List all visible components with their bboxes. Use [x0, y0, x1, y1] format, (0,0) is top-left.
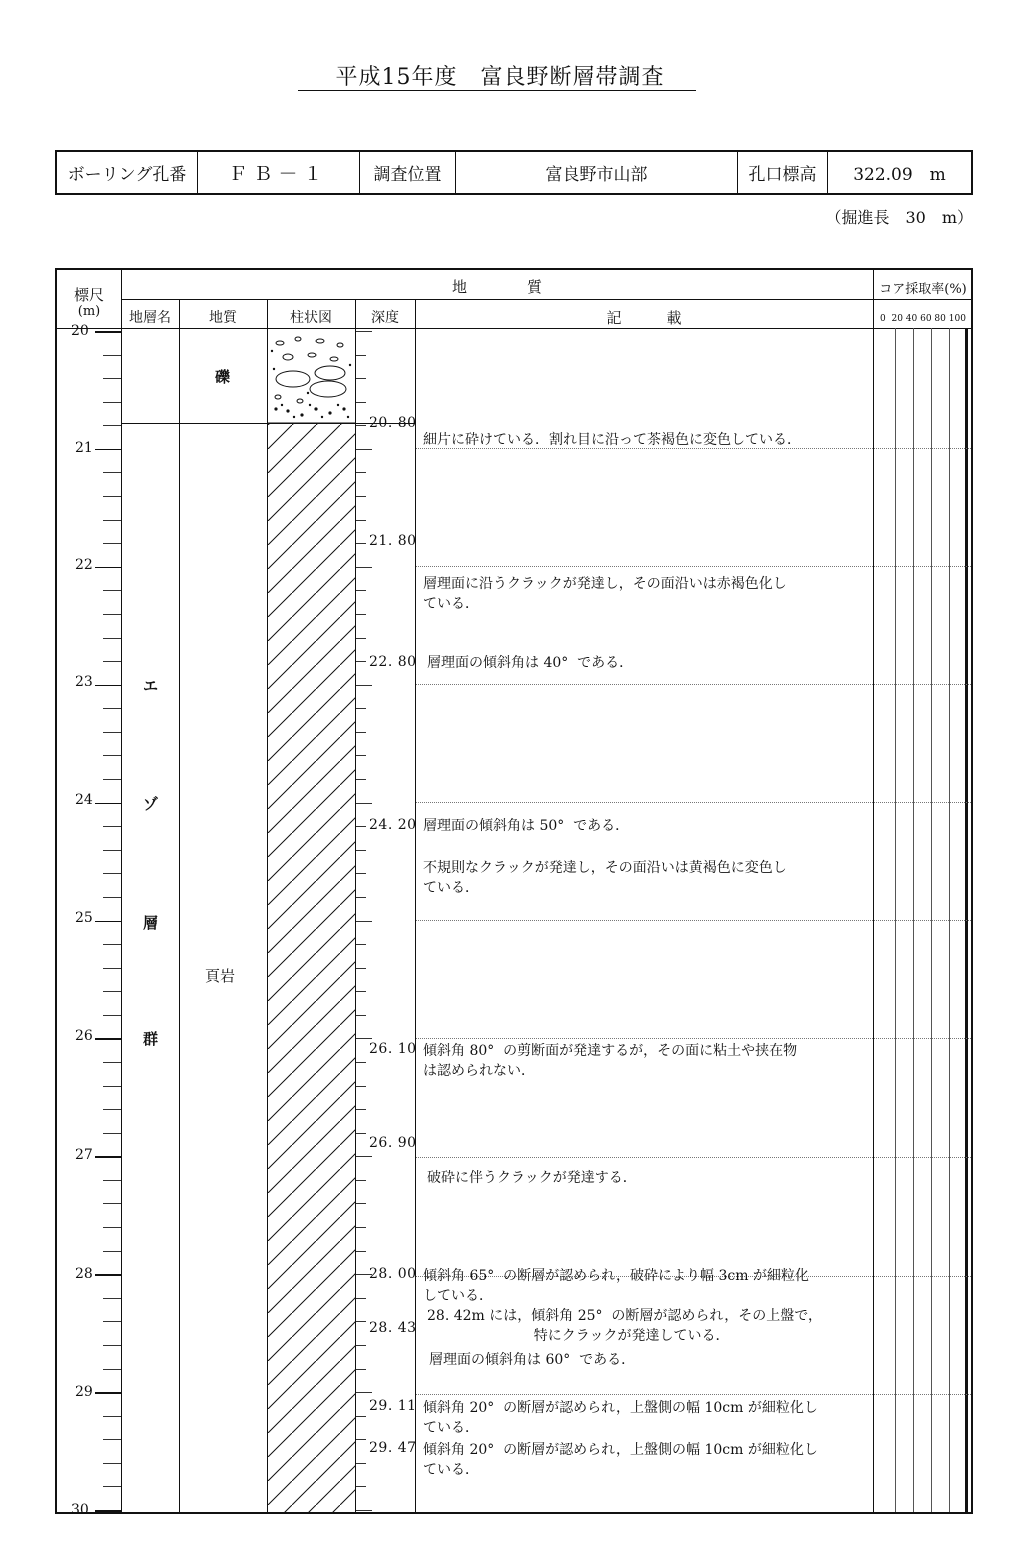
scale-label: 22	[75, 557, 93, 573]
scale-major-tick	[95, 331, 121, 333]
depth-label: 28. 43	[369, 1320, 417, 1336]
core-recovery-ticks: 0 20 40 60 80 100	[880, 314, 966, 324]
scale-minor-tick	[103, 520, 121, 521]
depth-tick	[356, 1227, 366, 1228]
stratum-name-char: エ	[143, 677, 159, 695]
depth-tick	[356, 873, 366, 874]
scale-label: 21	[75, 440, 93, 456]
page-title: 平成15年度 富良野断層帯調査	[335, 65, 665, 90]
depth-tick	[356, 1062, 366, 1063]
boring-label: ボーリング孔番	[57, 152, 198, 193]
depth-label: 24. 20	[369, 817, 417, 833]
depth-tick	[356, 1156, 372, 1157]
description-text: 細片に砕けている．割れ目に沿って茶褐色に変色している．	[423, 432, 801, 448]
scale-minor-tick	[103, 708, 121, 709]
scale-minor-tick	[103, 826, 121, 827]
location-label: 調査位置	[360, 152, 456, 193]
scale-minor-tick	[103, 732, 121, 733]
scale-minor-tick	[103, 1133, 121, 1134]
depth-tick	[356, 1439, 366, 1440]
shale-hatch-pattern	[268, 424, 355, 1512]
depth-tick	[356, 590, 366, 591]
depth-tick	[356, 1510, 372, 1511]
row-separator	[416, 566, 971, 567]
depth-tick	[356, 1321, 366, 1322]
scale-minor-tick	[103, 873, 121, 874]
depth-tick	[356, 1345, 366, 1346]
depth-tick	[356, 331, 372, 332]
scale-minor-tick	[103, 1463, 121, 1464]
depth-tick	[356, 826, 366, 827]
scale-minor-tick	[103, 1369, 121, 1370]
depth-label: 26. 10	[369, 1041, 417, 1057]
depth-tick	[356, 520, 366, 521]
depth-tick	[356, 638, 366, 639]
row-separator	[416, 684, 971, 685]
depth-tick	[356, 1180, 366, 1181]
depth-label: 29. 47	[369, 1440, 417, 1456]
scale-minor-tick	[103, 850, 121, 851]
depth-tick	[356, 755, 366, 756]
depth-tick	[356, 1109, 366, 1110]
scale-minor-tick	[103, 614, 121, 615]
scale-minor-tick	[103, 1321, 121, 1322]
scale-label: 29	[75, 1384, 93, 1400]
description-text: 層理面の傾斜角は 50° である．	[423, 818, 630, 834]
stratum-column-rule	[179, 299, 180, 1512]
depth-tick	[356, 1392, 372, 1393]
depth-tick	[356, 543, 366, 544]
rock-header: 地質	[209, 310, 237, 326]
scale-minor-tick	[103, 638, 121, 639]
scale-label: 26	[75, 1028, 93, 1044]
depth-tick	[356, 1015, 366, 1016]
depth-tick	[356, 496, 366, 497]
scale-minor-tick	[103, 1345, 121, 1346]
stratum-name-char: 層	[143, 914, 159, 932]
header-divider	[121, 299, 971, 300]
scale-minor-tick	[103, 496, 121, 497]
scale-label: 30	[71, 1502, 89, 1518]
scale-major-tick	[95, 1274, 121, 1276]
gravel-pattern	[271, 337, 351, 418]
scale-minor-tick	[103, 968, 121, 969]
row-separator	[416, 920, 971, 921]
location-value: 富良野市山部	[456, 152, 738, 193]
column-header: 柱状図	[290, 310, 332, 326]
depth-tick	[356, 1251, 366, 1252]
scale-minor-tick	[103, 378, 121, 379]
description-text: 不規則なクラックが発達し，その面沿いは黄褐色に変色し ている．	[423, 860, 787, 896]
elevation-value: 322.09 m	[853, 165, 946, 185]
scale-minor-tick	[103, 991, 121, 992]
depth-tick	[356, 567, 372, 568]
row-separator	[416, 1394, 971, 1395]
depth-tick	[356, 921, 372, 922]
depth-label: 29. 11	[369, 1398, 417, 1414]
depth-tick	[356, 991, 366, 992]
scale-minor-tick	[103, 1180, 121, 1181]
rock-gravel: 礫	[215, 368, 231, 386]
depth-tick	[356, 425, 366, 426]
drilling-length: （掘進長 30 m）	[825, 208, 973, 227]
scale-minor-tick	[103, 1227, 121, 1228]
depth-tick	[356, 1203, 366, 1204]
depth-tick	[356, 897, 366, 898]
depth-tick	[356, 850, 366, 851]
core-column-rule	[873, 270, 874, 1512]
header-bottom-rule	[57, 328, 971, 329]
scale-major-tick	[95, 1156, 121, 1158]
scale-minor-tick	[103, 1203, 121, 1204]
core-recovery-header: コア採取率(%)	[879, 282, 967, 297]
column-rule	[355, 299, 356, 1512]
description-text: 層理面の傾斜角は 60° である．	[429, 1352, 636, 1368]
depth-tick	[356, 1486, 366, 1487]
depth-tick	[356, 402, 366, 403]
depth-tick	[356, 378, 366, 379]
depth-tick	[356, 968, 366, 969]
scale-minor-tick	[103, 402, 121, 403]
scale-minor-tick	[103, 472, 121, 473]
depth-header: 深度	[371, 310, 399, 326]
stratum-header: 地層名	[129, 310, 171, 326]
rock-shale: 頁岩	[205, 967, 236, 985]
scale-minor-tick	[103, 1062, 121, 1063]
description-text: 傾斜角 20° の断層が認められ，上盤側の幅 10cm が細粒化し ている．	[423, 1442, 818, 1478]
scale-major-tick	[95, 921, 121, 923]
depth-tick	[356, 614, 366, 615]
header-table	[55, 150, 973, 195]
row-separator	[416, 1157, 971, 1158]
scale-major-tick	[95, 567, 121, 569]
description-text: 破砕に伴うクラックが発達する．	[427, 1170, 637, 1186]
scale-minor-tick	[103, 1298, 121, 1299]
scale-label: 24	[75, 792, 93, 808]
scale-minor-tick	[103, 1439, 121, 1440]
scale-label: 25	[75, 910, 93, 926]
depth-tick	[356, 449, 372, 450]
scale-header: 標尺	[73, 286, 104, 304]
depth-tick	[356, 1038, 372, 1039]
depth-tick	[356, 355, 366, 356]
description-header: 記 載	[606, 309, 682, 327]
scale-label: 28	[75, 1266, 93, 1282]
description-text: 28. 42m には，傾斜角 25° の断層が認められ，その上盤で， 特にクラックが発達している．	[427, 1308, 822, 1344]
depth-tick	[356, 1416, 366, 1417]
scale-minor-tick	[103, 779, 121, 780]
scale-label: 27	[75, 1147, 93, 1163]
depth-label: 21. 80	[369, 533, 417, 549]
description-text: 層理面に沿うクラックが発達し，その面沿いは赤褐色化し ている．	[423, 576, 787, 612]
depth-tick	[356, 1298, 366, 1299]
title-underline	[298, 90, 696, 91]
depth-label: 26. 90	[369, 1135, 417, 1151]
depth-tick	[356, 803, 372, 804]
scale-label: 20	[71, 323, 89, 339]
scale-minor-tick	[103, 944, 121, 945]
scale-major-tick	[95, 449, 121, 451]
scale-minor-tick	[103, 543, 121, 544]
scale-minor-tick	[103, 1486, 121, 1487]
scale-minor-tick	[103, 1416, 121, 1417]
scale-minor-tick	[103, 897, 121, 898]
scale-minor-tick	[103, 355, 121, 356]
scale-minor-tick	[103, 1086, 121, 1087]
depth-tick	[356, 661, 366, 662]
depth-tick	[356, 1086, 366, 1087]
scale-minor-tick	[103, 755, 121, 756]
scale-minor-tick	[103, 661, 121, 662]
depth-tick	[356, 1369, 366, 1370]
elevation-label: 孔口標高	[738, 152, 828, 193]
scale-major-tick	[95, 1392, 121, 1394]
description-text: 傾斜角 20° の断層が認められ，上盤側の幅 10cm が細粒化し ている．	[423, 1400, 818, 1436]
depth-label: 28. 00	[369, 1266, 417, 1282]
scale-major-tick	[95, 685, 121, 687]
scale-minor-tick	[103, 1109, 121, 1110]
geology-header: 地 質	[451, 278, 542, 296]
boring-column-graphic	[268, 329, 355, 1512]
boring-number: ＦＢ－１	[198, 152, 360, 193]
description-text: 傾斜角 65° の断層が認められ，破砕により幅 3cm が細粒化 している．	[423, 1268, 809, 1304]
row-separator	[416, 802, 971, 803]
stratum-name-char: ゾ	[143, 795, 159, 813]
depth-tick	[356, 685, 372, 686]
scale-major-tick	[95, 803, 121, 805]
depth-label: 20. 80	[369, 415, 417, 431]
scale-minor-tick	[103, 1251, 121, 1252]
scale-minor-tick	[103, 590, 121, 591]
scale-label: 23	[75, 674, 93, 690]
depth-tick	[356, 1463, 366, 1464]
stratum-name-char: 群	[143, 1030, 159, 1048]
depth-tick	[356, 708, 366, 709]
row-separator	[416, 1038, 971, 1039]
depth-tick	[356, 472, 366, 473]
depth-tick	[356, 732, 366, 733]
description-text: 層理面の傾斜角は 40° である．	[427, 655, 634, 671]
scale-minor-tick	[103, 425, 121, 426]
scale-major-tick	[95, 1510, 121, 1512]
scale-major-tick	[95, 1038, 121, 1040]
scale-column-rule	[121, 270, 122, 1512]
depth-label: 22. 80	[369, 654, 417, 670]
description-text: 傾斜角 80° の剪断面が発達するが，その面に粘土や挟在物 は認められない．	[423, 1043, 798, 1079]
depth-tick	[356, 944, 366, 945]
boring-log-table	[55, 268, 973, 1518]
scale-unit: (m)	[77, 304, 101, 319]
depth-tick	[356, 779, 366, 780]
depth-tick	[356, 1133, 366, 1134]
scale-minor-tick	[103, 1015, 121, 1016]
